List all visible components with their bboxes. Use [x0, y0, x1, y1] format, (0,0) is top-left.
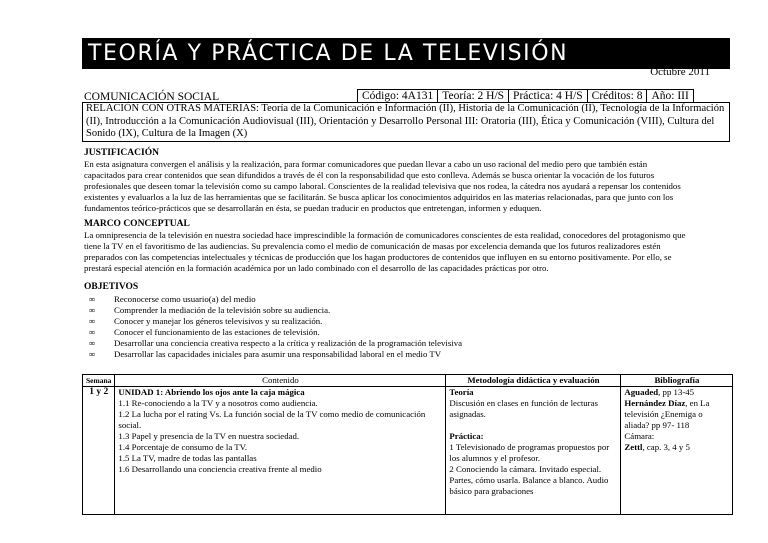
- objective-item: ∞ Desarrollar una conciencia creativa respecto a la crítica y realización de la programación televisiva: [89, 338, 463, 348]
- topic-item: 1.2 La lucha por el rating Vs. La función social de la TV como medio de comunicación social.: [118, 409, 426, 430]
- method-cell: [446, 387, 621, 515]
- justification-text: En esta asignatura convergen el análisis y la realización, para formar comunicadores que puedan llevar a cabo un uso racional del medio pero que también están capacitados para crear contenidos que sean difundidos a través de él con la responsabilidad que esto conlleva. Además se busca orientar la vocación de los futuros profesionales que deseen tomar la televisión como su campo laboral. Conscientes de la realidad televisiva que nos rodea, la cátedra nos ayudará a repensar los contenidos existentes y evaluarlos a la luz de las herramientas que se facilitarán. Se busca aplicar los conocimientos adquiridos en las materias relacionadas, para que junto con los fundamentos teórico-prácticos que se desarrollarán en ésta, se puedan traducir en productos que entretengan, informen y eduquen.: [84, 159, 681, 213]
- infinity-bullet-icon: ∞: [89, 338, 96, 348]
- infinity-bullet-icon: ∞: [89, 316, 96, 326]
- table-header-row: [83, 375, 733, 387]
- department-label: COMUNICACIÓN SOCIAL: [84, 91, 220, 103]
- course-code: Código: 4A131: [357, 89, 437, 103]
- week-cell: 1 y 2: [83, 387, 115, 515]
- method-practice-heading: Práctica:: [449, 431, 484, 441]
- method-theory-text: Discusión en clases en función de lecturas asignadas.: [449, 398, 598, 419]
- objective-item: ∞ Conocer y manejar los géneros televisivos y su realización.: [89, 316, 323, 326]
- bib-entry: Cámara:: [624, 431, 655, 441]
- table-row: [83, 387, 733, 515]
- bibliography-cell: [621, 387, 733, 515]
- course-codes: [357, 89, 694, 103]
- credits: Créditos: 8: [587, 89, 647, 103]
- topic-item: 1.3 Papel y presencia de la TV en nuestra sociedad.: [118, 431, 300, 441]
- method-practice-item: 1 Televisionado de programas propuestos por los alumnos y el profesor.: [449, 442, 610, 463]
- year: Año: III: [646, 89, 693, 103]
- infinity-bullet-icon: ∞: [89, 327, 96, 337]
- objective-item: ∞ Comprender la mediación de la televisión sobre su audiencia.: [89, 305, 331, 315]
- infinity-bullet-icon: ∞: [89, 349, 96, 359]
- method-theory-heading: Teoría: [449, 387, 474, 397]
- objectives-heading: OBJETIVOS: [84, 282, 139, 292]
- related-subjects: RELACIÓN CON OTRAS MATERIAS: Teoría de la Comunicación e Información (II), Historia de la Comunicación (II), Tecnología de la Información (II), Introducción a la Comunicación Audiovisual (III), Orientación y Desarrollo Personal III: Oratoria (III), Ética y Comunicación (VIII), Cultura del Sonido (IX), Cultura de la Imagen (X): [82, 102, 730, 142]
- content-cell: [115, 387, 446, 515]
- topic-item: 1.1 Re-conociendo a la TV y a nosotros como audiencia.: [118, 398, 318, 408]
- framework-heading: MARCO CONCEPTUAL: [84, 219, 190, 229]
- justification-heading: JUSTIFICACIÓN: [84, 148, 159, 158]
- bib-entry: Zettl, cap. 3, 4 y 5: [624, 442, 690, 452]
- practice-hours: Práctica: 4 H/S: [508, 89, 587, 103]
- bib-entry: Aguaded, pp 13-45: [624, 387, 695, 397]
- infinity-bullet-icon: ∞: [89, 294, 96, 304]
- objective-item: ∞ Conocer el funcionamiento de las estaciones de televisión.: [89, 327, 320, 337]
- col-content: Contenido: [115, 375, 446, 387]
- col-week: Semana: [83, 375, 115, 387]
- col-method: Metodología didáctica y evaluación: [446, 375, 621, 387]
- bib-entry: Hernández Díaz, en La televisión ¿Enemiga o aliada? pp 97- 118: [624, 398, 710, 430]
- theory-hours: Teoría: 2 H/S: [437, 89, 508, 103]
- topic-item: 1.6 Desarrollando una conciencia creativa frente al medio: [118, 464, 322, 474]
- document-date: Octubre 2011: [650, 66, 710, 78]
- objectives-list: [89, 294, 462, 360]
- method-practice-item: 2 Conociendo la cámara. Invitado especial. Partes, cómo usarla. Balance a blanco. Audio básico para grabaciones: [449, 464, 609, 496]
- framework-text: La omnipresencia de la televisión en nuestra sociedad hace imprescindible la formación de comunicadores conscientes de esta realidad, conocedores del protagonismo que tiene la TV en el favoritismo de las audiencias. Su prevalencia como el medio de comunicación de masas por excelencia demanda que los futuros realizadores estén preparados con las competencias intelectuales y técnicas de producción que los hagan productores de contenidos que influyen en su entorno positivamente. Por ello, se prestará especial atención en la formación académica por un lado combinado con el desarrollo de las capacidades prácticas por otro.: [84, 230, 686, 273]
- page-title: TEORÍA Y PRÁCTICA DE LA TELEVISIÓN: [88, 41, 569, 66]
- topic-item: 1.5 La TV, madre de todas las pantallas: [118, 453, 257, 463]
- objective-item: ∞ Desarrollar las capacidades iniciales para asumir una responsabilidad laboral en el medio TV: [89, 349, 442, 359]
- unit-title: UNIDAD 1: Abriendo los ojos ante la caja mágica: [118, 387, 305, 397]
- topic-item: 1.4 Porcentaje de consumo de la TV.: [118, 442, 248, 452]
- infinity-bullet-icon: ∞: [89, 305, 96, 315]
- objective-item: ∞ Reconocerse como usuario(a) del medio: [89, 294, 256, 304]
- col-bibliography: Bibliografía: [621, 375, 733, 387]
- program-table: [82, 374, 733, 515]
